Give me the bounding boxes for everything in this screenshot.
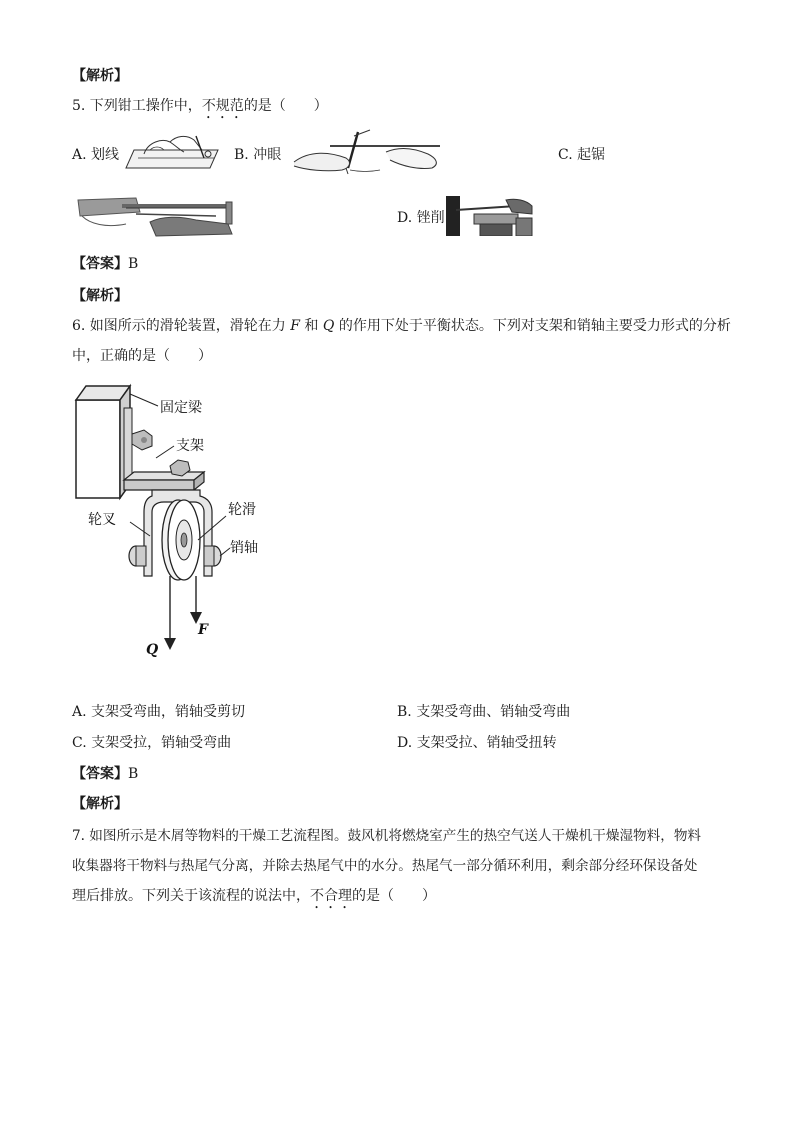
option-letter: D. xyxy=(397,735,413,751)
q5-option-b xyxy=(234,145,281,165)
option-letter: C. xyxy=(72,735,87,751)
q6-stem-line1 xyxy=(72,316,731,336)
pulley-label: 轮滑 xyxy=(228,502,256,518)
option-letter: B. xyxy=(234,147,249,163)
marking-out-picture xyxy=(124,128,220,174)
option-text: 锉削 xyxy=(416,210,445,226)
q5-stem-emphasis: 不规范 xyxy=(201,98,244,114)
option-text: 起锯 xyxy=(577,147,606,163)
q5-stem xyxy=(72,96,328,122)
q6-answer xyxy=(72,764,138,784)
fork-label: 轮叉 xyxy=(88,512,116,528)
center-punching-picture xyxy=(290,128,452,176)
option-text: 冲眼 xyxy=(253,147,282,163)
q7-stem-line2: 收集器将干物料与热尾气分离，并除去热尾气中的水分。热尾气一部分循环利用，剩余部分经环保设备处 xyxy=(72,858,698,874)
answer-label: 【答案】 xyxy=(72,766,128,782)
q6-option-d xyxy=(397,733,557,753)
option-text: 支架受弯曲，销轴受剪切 xyxy=(91,704,246,720)
q7-stem-prefix: 理后排放。下列关于该流程的说法中， xyxy=(72,888,310,904)
option-letter: B. xyxy=(397,704,412,720)
q5-answer xyxy=(72,254,138,274)
saw-start-picture xyxy=(76,194,236,240)
q7-stem-line3 xyxy=(72,886,436,912)
option-letter: A. xyxy=(72,147,87,163)
option-text: 支架受拉，销轴受弯曲 xyxy=(91,735,232,751)
force-q-label: Q xyxy=(146,642,159,658)
filing-picture xyxy=(446,196,534,236)
q6-stem-text-b: 和 xyxy=(299,318,323,334)
q5-stem-suffix: 的是（ ） xyxy=(243,98,328,114)
q5-analysis-label: 【解析】 xyxy=(72,288,128,304)
option-letter: C. xyxy=(558,147,573,163)
q6-force-q: Q xyxy=(322,318,335,334)
analysis-label: 【解析】 xyxy=(72,68,128,84)
q6-analysis-label: 【解析】 xyxy=(72,796,128,812)
q6-stem-text-a: 6. 如图所示的滑轮装置，滑轮在力 xyxy=(72,318,291,334)
answer-label: 【答案】 xyxy=(72,256,128,272)
q6-stem-text-c: 的作用下处于平衡状态。下列对支架和销轴主要受力形式的分析 xyxy=(334,318,731,334)
q6-force-f: F xyxy=(290,318,300,334)
q5-stem-prefix: 5. 下列钳工操作中， xyxy=(72,98,202,114)
fixed-beam-label: 固定梁 xyxy=(160,400,202,416)
pin-label: 销轴 xyxy=(230,540,258,556)
q7-stem-suffix: 的是（ ） xyxy=(352,888,436,904)
bracket-label: 支架 xyxy=(176,438,204,454)
option-text: 支架受弯曲、销轴受弯曲 xyxy=(416,704,571,720)
answer-value: B xyxy=(128,256,139,272)
option-text: 支架受拉、销轴受扭转 xyxy=(416,735,557,751)
q6-option-a xyxy=(72,702,245,722)
q6-option-b xyxy=(397,702,570,722)
force-f-label: F xyxy=(198,622,208,638)
option-text: 划线 xyxy=(91,147,120,163)
q7-stem-line1: 7. 如图所示是木屑等物料的干燥工艺流程图。鼓风机将燃烧室产生的热空气送人干燥机干燥湿物料，物料 xyxy=(72,828,702,844)
answer-value: B xyxy=(128,766,139,782)
q6-option-c xyxy=(72,733,231,753)
q5-option-d xyxy=(397,208,445,228)
pulley-assembly-figure xyxy=(74,380,294,660)
option-letter: A. xyxy=(72,704,87,720)
option-letter: D. xyxy=(397,210,413,226)
q5-option-c xyxy=(558,145,605,165)
q6-stem-line2: 中，正确的是（ ） xyxy=(72,348,212,364)
q7-stem-emphasis: 不合理 xyxy=(310,888,352,904)
q5-option-a xyxy=(72,145,119,165)
